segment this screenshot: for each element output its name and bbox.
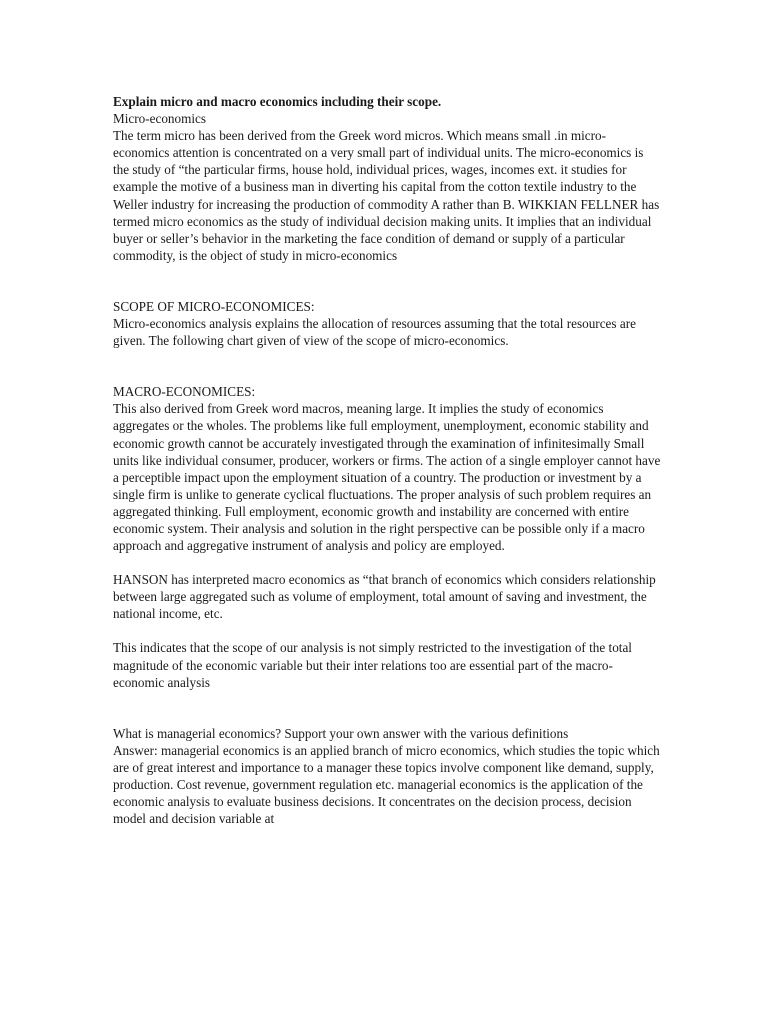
document-title: Explain micro and macro economics including their scope. bbox=[113, 94, 442, 109]
document-body bbox=[113, 93, 661, 827]
scope-micro-heading: SCOPE OF MICRO-ECONOMICES: bbox=[113, 298, 315, 314]
micro-paragraph: The term micro has been derived from the Greek word micros. Which means small .in micro-economics attention is concentrated on a very small part of individual units. The micro-economics is the study of “the particular firms, house hold, individual prices, wages, incomes ext. it studies for example the motive of a business man in diverting his capital from the cotton textile industry to the Weller industry for increasing the production of commodity A rather than B. WIKKIAN FELLNER has termed micro economics as the study of individual decision making units. It implies that an individual buyer or seller’s behavior in the marketing the face condition of demand or supply of a particular commodity, is the object of study in micro-economics bbox=[113, 128, 660, 263]
managerial-answer: Answer: managerial economics is an applied branch of micro economics, which studies the topic which are of great interest and importance to a manager these topics involve component like demand, supply, production. Cost revenue, government regulation etc. managerial economics is the application of the economic analysis to evaluate business decisions. It concentrates on the decision process, decision model and decision variable at bbox=[113, 742, 660, 827]
hanson-paragraph: HANSON has interpreted macro economics as “that branch of economics which considers relationship between large aggregated such as volume of employment, total amount of saving and investment, the national income, etc. bbox=[113, 572, 656, 622]
macro-heading: MACRO-ECONOMICES: bbox=[113, 384, 256, 400]
managerial-question: What is managerial economics? Support your own answer with the various definitions bbox=[113, 725, 569, 741]
micro-heading: Micro-economics bbox=[113, 111, 207, 127]
scope-micro-paragraph: Micro-economics analysis explains the allocation of resources assuming that the total resources are given. The following chart given of view of the scope of micro-economics. bbox=[113, 316, 636, 349]
macro-paragraph: This also derived from Greek word macros, meaning large. It implies the study of economics aggregates or the wholes. The problems like full employment, unemployment, economic stability and economic growth cannot be accurately investigated through the examination of infinitesimally Small units like individual consumer, producer, workers or firms. The action of a single employer cannot have a perceptible impact upon the employment situation of a country. The production or investment by a single firm is unlike to generate cyclical fluctuations. The proper analysis of such problem requires an aggregated thinking. Full employment, economic growth and instability are concerned with entire economic system. Their analysis and solution in the right perspective can be possible only if a macro approach and aggregative instrument of analysis and policy are employed. bbox=[113, 401, 661, 554]
scope-macro-paragraph: This indicates that the scope of our analysis is not simply restricted to the investigation of the total magnitude of the economic variable but their inter relations too are essential part of the macro-economic analysis bbox=[113, 640, 632, 690]
